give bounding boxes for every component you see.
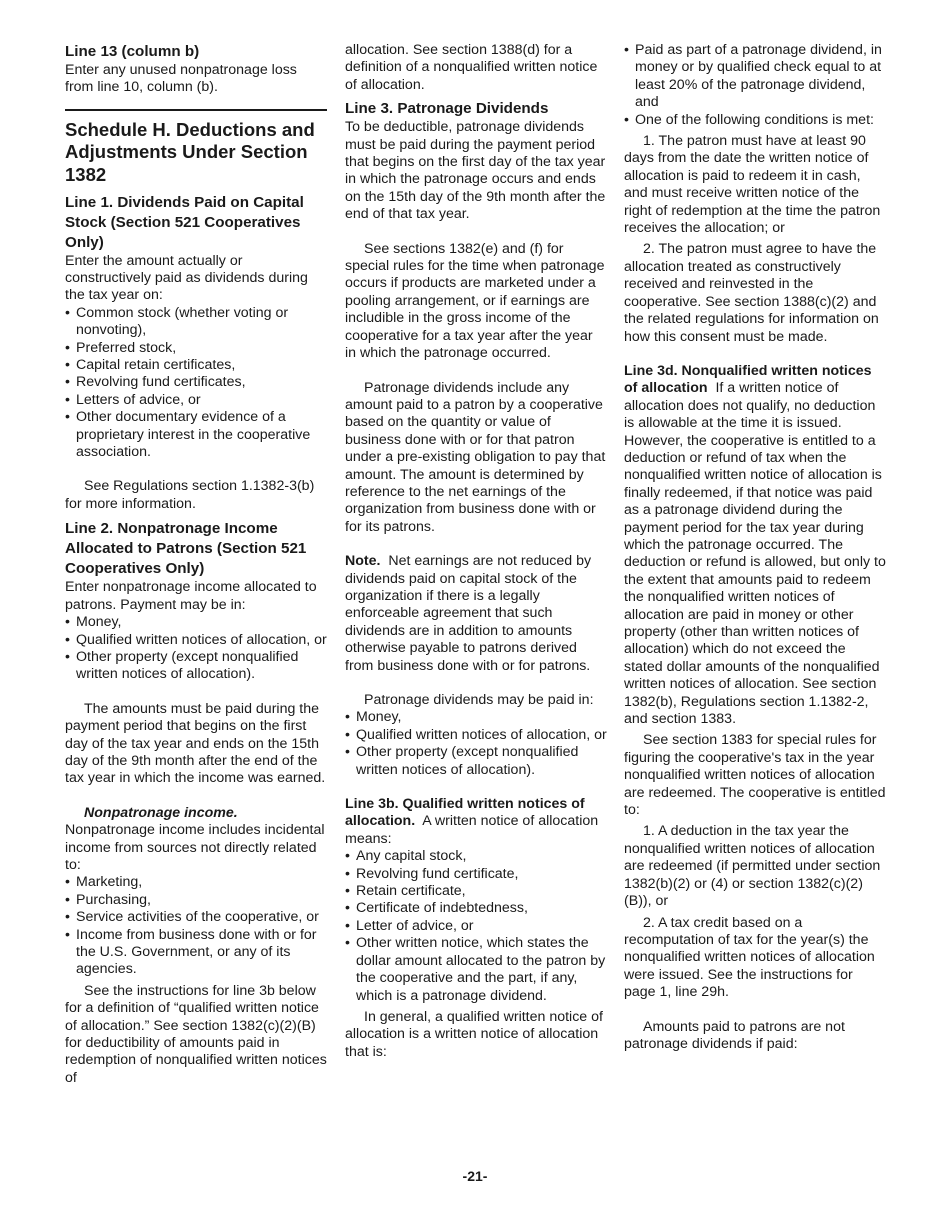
list-item: • Income from business done with or for the U.S. Government, or any of its agencies.: [65, 927, 327, 979]
see-line3b-paragraph: See the instructions for line 3b below for a definition of “qualified written notice of allocation.” See section 1382(c)(2)(B) for deductibility of amounts paid in redemption of nonqualified written notices of: [65, 982, 327, 1086]
list-item: • Any capital stock,: [345, 848, 607, 865]
list-item: • Letter of advice, or: [345, 918, 607, 935]
may-be-paid-paragraph: Patronage dividends may be paid in:: [364, 692, 594, 708]
list-item: • Revolving fund certificates,: [65, 374, 327, 391]
column-right: [624, 42, 886, 1053]
line3b-text: A written notice of allocation means:: [345, 813, 599, 847]
list-item: • Certificate of indebtedness,: [345, 900, 607, 917]
see-1382e-paragraph: See sections 1382(e) and (f) for special rules for the time when patronage occurs if products are marketed under a pooling arrangement, or if earnings are includible in the gross income of the cooperative for a tax year after the year in which the patronage occurred.: [345, 240, 605, 362]
line13-text: Enter any unused nonpatronage loss from line 10, column (b).: [65, 62, 297, 96]
regs-paragraph: See Regulations section 1.1382-3(b) for more information.: [65, 478, 315, 512]
condition-2: 2. The patron must agree to have the allocation treated as constructively received and reinvested in the cooperative. See section 1388(c)(2) and the related regulations for information on how this consent must be made.: [624, 241, 879, 345]
list-item: • Money,: [345, 709, 607, 726]
nonpatronage-text: Nonpatronage income includes incidental income from sources not directly related to:: [65, 822, 325, 873]
list-item: • Preferred stock,: [65, 340, 327, 357]
list-item: • Common stock (whether voting or nonvoting),: [65, 305, 327, 340]
line3-heading: Line 3. Patronage Dividends: [345, 100, 549, 118]
list-item: • Money,: [65, 614, 327, 631]
list-item: • Qualified written notices of allocation, or: [65, 632, 327, 649]
note-label: Note.: [345, 553, 381, 570]
see-1383-paragraph: See section 1383 for special rules for figuring the cooperative's tax in the year nonqualified written notices of allocation are redeemed. The cooperative is entitled to:: [624, 732, 886, 819]
line2-heading: Line 2. Nonpatronage Income Allocated to Patrons (Section 521 Cooperatives Only): [65, 520, 307, 578]
line3d-heading: Line 3d. Nonqualified written notices of allocation: [624, 362, 872, 397]
list-item: • Purchasing,: [65, 892, 327, 909]
line3b-heading: Line 3b. Qualified written notices of allocation.: [345, 796, 585, 830]
nonpatronage-head-label: Nonpatronage income.: [84, 804, 238, 821]
deductible-paragraph: To be deductible, patronage dividends must be paid during the payment period that begins on the first day of the tax year in which the patronage occurs and ends on the 15th day of the 9th month after the end of that tax year.: [345, 119, 606, 223]
column-left: [65, 42, 327, 1087]
list-item: • Service activities of the cooperative, or: [65, 909, 327, 926]
list-item: • Letters of advice, or: [65, 392, 327, 409]
amounts-paragraph: The amounts must be paid during the payment period that begins on the first day of the tax year and ends on the 15th day of the 9th month after the end of the tax year in which the income was earned.: [65, 700, 326, 787]
line1-heading: Line 1. Dividends Paid on Capital Stock (Section 521 Cooperatives Only): [65, 193, 304, 251]
amounts-paid-paragraph: Amounts paid to patrons are not patronage dividends if paid:: [624, 1018, 845, 1052]
list-item: • Capital retain certificates,: [65, 357, 327, 374]
continued-paragraph: allocation. See section 1388(d) for a definition of a nonqualified written notice of allocation.: [345, 42, 598, 93]
entitled-item-1: 1. A deduction in the tax year the nonqualified written notices of allocation are redeemed (if permitted under section 1382(b)(2) or (4) or section 1382(c)(2)(B)), or: [624, 823, 881, 910]
column-middle: [345, 42, 607, 1061]
general-paragraph: In general, a qualified written notice of allocation is a written notice of allocation that is:: [345, 1008, 603, 1060]
line1-text: Enter the amount actually or constructively paid as dividends during the tax year on:: [65, 252, 308, 304]
line2-text: Enter nonpatronage income allocated to patrons. Payment may be in:: [65, 579, 317, 613]
page-number: -21-: [462, 1168, 488, 1184]
line3d-paragraph: [624, 363, 886, 729]
line13-heading: Line 13 (column b): [65, 43, 200, 60]
nonpatronage-heading: [65, 805, 327, 822]
list-item: • Paid as part of a patronage dividend, in money or by qualified check equal to at least 20% of the patronage dividend, and: [624, 42, 886, 112]
entitled-item-2: 2. A tax credit based on a recomputation of tax for the year(s) the nonqualified written notices of allocation were issued. See the instructions for page 1, line 29h.: [624, 914, 875, 1001]
list-item: • Other property (except nonqualified written notices of allocation).: [65, 649, 327, 684]
list-item: • Qualified written notices of allocation, or: [345, 727, 607, 744]
list-item: • One of the following conditions is met:: [624, 112, 886, 129]
list-item: • Revolving fund certificate,: [345, 866, 607, 883]
schedule-h-title: Schedule H. Deductions and Adjustments Under Section 1382: [65, 118, 315, 185]
section-divider: [65, 109, 327, 111]
list-item: • Retain certificate,: [345, 883, 607, 900]
note-paragraph: [345, 553, 607, 675]
line3b-paragraph: [345, 796, 607, 848]
line3d-text: If a written notice of allocation does not qualify, no deduction is allowable at the time it is issued. However, the cooperative is entitled to a deduction or refund of tax when the nonqualified written notice of allocation is finally redeemed, if that notice was paid as a patronage dividend during the payment period for the tax year during which the patronage occurred. The deduction or refund is allowed, but only to the extent that amounts paid to redeem the nonqualified written notices of allocation are paid in money or other property (other than written notices of allocation) which do not exceed the stated dollar amounts of the nonqualified written notices of allocation. See section 1382(b), Regulations section 1.1382-2, and section 1383.: [624, 380, 886, 728]
list-item: • Marketing,: [65, 874, 327, 891]
include-paragraph: Patronage dividends include any amount paid to a patron by a cooperative based on the quantity or value of business done with or for that patron under a pre-existing obligation to pay that amount. The amount is determined by reference to the net earnings of the organization from business done with or for its patrons.: [345, 379, 606, 535]
note-text: Net earnings are not reduced by dividends paid on capital stock of the organization if there is a legally enforceable agreement that such dividends are in addition to amounts otherwise payable to patrons derived from business done with or for patrons.: [345, 553, 592, 674]
list-item: • Other property (except nonqualified written notices of allocation).: [345, 744, 607, 779]
list-item: • Other written notice, which states the dollar amount allocated to the patron by the cooperative and the part, if any, which is a patronage dividend.: [345, 935, 607, 1005]
condition-1: 1. The patron must have at least 90 days from the date the written notice of allocation is paid to redeem it in cash, and must receive written notice of the right of redemption at the time the patron receives the allocation; or: [624, 133, 881, 237]
list-item: • Other documentary evidence of a proprietary interest in the cooperative association.: [65, 409, 327, 461]
